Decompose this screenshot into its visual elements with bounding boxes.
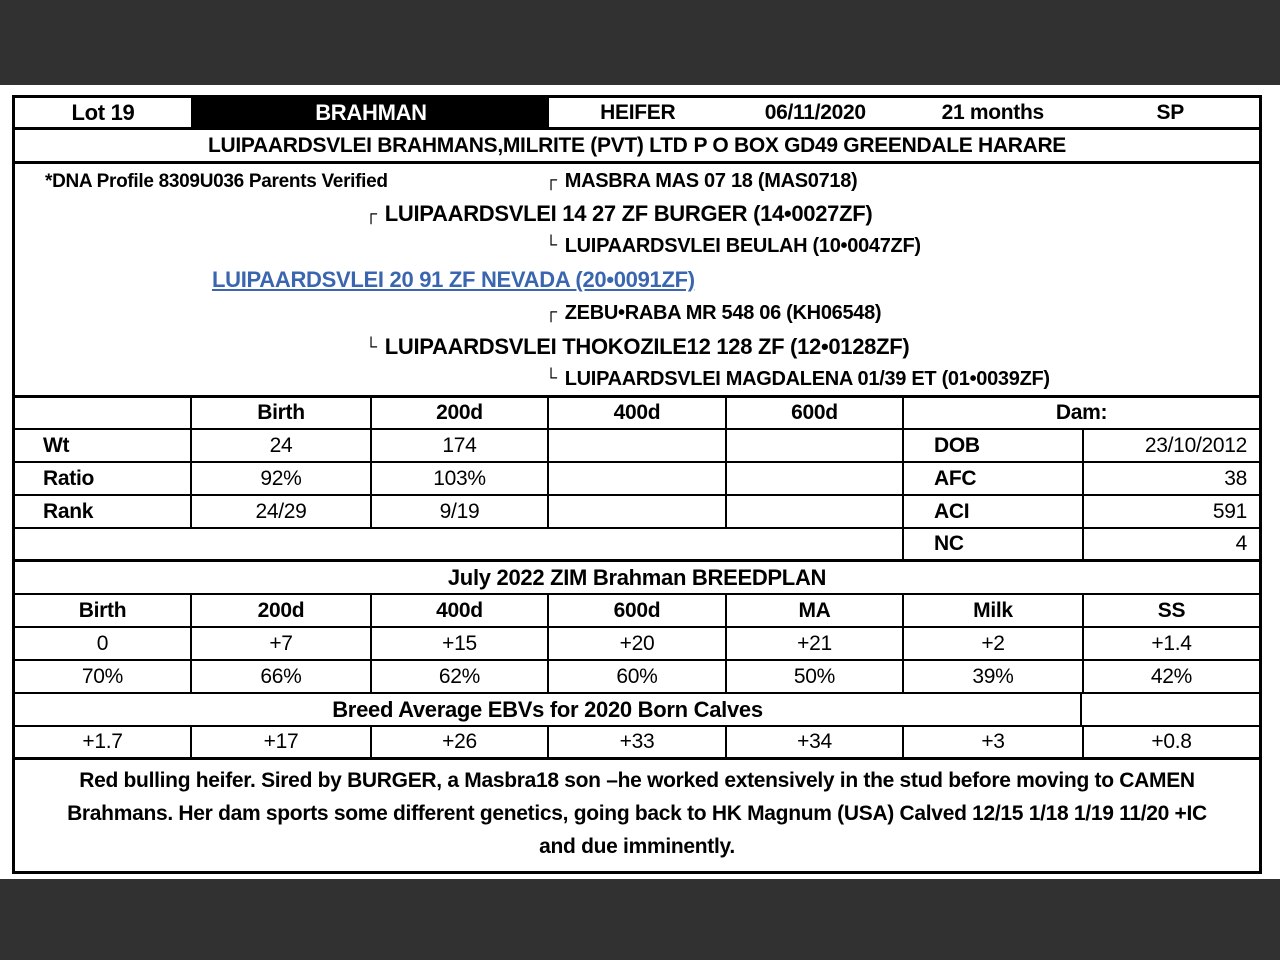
ebv-col-200d: 200d: [190, 595, 370, 626]
dam-sire-line: [545, 302, 881, 325]
wt-400d: [547, 430, 725, 461]
tree-corner-icon: ┌: [545, 170, 557, 189]
table-row-nc: [15, 529, 1259, 562]
ratio-200d: 103%: [370, 463, 547, 494]
ebv-col-ss: SS: [1082, 595, 1259, 626]
ebv-accuracy: 60%: [547, 661, 725, 692]
sire-dam-line: [545, 235, 921, 258]
lot-header-row: [15, 98, 1259, 130]
dam-aci-label: ACI: [902, 496, 1082, 527]
dam-line: [365, 334, 909, 360]
ebv-accuracy: 62%: [370, 661, 547, 692]
ebv-accuracy: 39%: [902, 661, 1082, 692]
wt-600d: [725, 430, 902, 461]
ebv-accuracy: 66%: [190, 661, 370, 692]
ebv-col-birth: Birth: [78, 598, 127, 622]
ebv-accuracy: 50%: [725, 661, 902, 692]
header-details: [549, 98, 1259, 127]
dam-nc-value: 4: [1082, 529, 1259, 559]
top-letterbox-band: [0, 0, 1280, 85]
col-header-600d: 600d: [725, 398, 902, 428]
dna-profile-note: *DNA Profile 8309U036 Parents Verified: [45, 171, 388, 192]
col-header-200d: 200d: [370, 398, 547, 428]
col-header-400d: 400d: [547, 398, 725, 428]
wt-200d: 174: [370, 430, 547, 461]
wt-birth: 24: [190, 430, 370, 461]
breeder-name: LUIPAARDSVLEI BRAHMANS,MILRITE (PVT) LTD: [207, 133, 688, 157]
ebv-accuracy: 70%: [81, 664, 124, 688]
rank-birth: 24/29: [190, 496, 370, 527]
dam-dob-value: 23/10/2012: [1082, 430, 1259, 461]
tree-corner-icon: └: [545, 235, 557, 254]
breeder-row: [15, 130, 1259, 164]
dam-aci-value: 591: [1082, 496, 1259, 527]
breed-average-value: +33: [547, 727, 725, 757]
empty-cell: [1080, 694, 1259, 725]
sire-sire-name: MASBRA MAS 07 18 (MAS0718): [564, 170, 858, 192]
breed-average-values-row: [15, 727, 1259, 760]
corner-cell: [15, 398, 190, 428]
empty-cell: [15, 529, 902, 559]
tree-corner-icon: ┌: [365, 204, 377, 223]
breedplan-header-row: [15, 595, 1259, 628]
sire-line: [365, 201, 872, 227]
breedplan-section: [15, 562, 1259, 760]
ebv-value: +21: [725, 628, 902, 659]
notes-line: and due imminently.: [539, 835, 735, 858]
breed-average-value: +17: [190, 727, 370, 757]
dam-panel-title: Dam:: [902, 398, 1259, 428]
ebv-value: +15: [370, 628, 547, 659]
row-label: Ratio: [43, 466, 95, 490]
ebv-value: +2: [902, 628, 1082, 659]
ebv-accuracy-row: [15, 661, 1259, 694]
ratio-600d: [725, 463, 902, 494]
breed-average-title-row: [15, 694, 1259, 727]
ebv-col-600d: 600d: [547, 595, 725, 626]
breeder-address: P O BOX GD49 GREENDALE HARARE: [693, 133, 1067, 157]
ebv-col-milk: Milk: [902, 595, 1082, 626]
dam-name: LUIPAARDSVLEI THOKOZILE12 128 ZF (12•0128ZF): [384, 334, 910, 359]
dam-nc-label: NC: [902, 529, 1082, 559]
notes-line: Brahmans. Her dam sports some different genetics, going back to HK Magnum (USA) Calved 12/15 1/18 1/19 11/20 +IC: [67, 802, 1207, 825]
bottom-letterbox-band: [0, 879, 1280, 960]
breedplan-title: July 2022 ZIM Brahman BREEDPLAN: [15, 562, 1259, 595]
performance-header-row: [15, 398, 1259, 430]
status-label: SP: [1156, 100, 1184, 124]
lot-number: Lot 19: [15, 98, 193, 127]
dam-afc-label: AFC: [902, 463, 1082, 494]
sire-sire-line: [545, 170, 857, 193]
performance-table: [15, 398, 1259, 562]
row-label: Wt: [43, 433, 70, 457]
breed-banner: BRAHMAN: [193, 98, 549, 127]
table-row-ratio: [15, 463, 1259, 496]
breed-average-value: +1.7: [82, 730, 123, 753]
dam-dob-label: DOB: [902, 430, 1082, 461]
dam-sire-name: ZEBU•RABA MR 548 06 (KH06548): [564, 302, 882, 324]
col-header-birth: Birth: [190, 398, 370, 428]
lot-card: [12, 95, 1262, 874]
rank-600d: [725, 496, 902, 527]
rank-200d: 9/19: [370, 496, 547, 527]
notes-line: Red bulling heifer. Sired by BURGER, a Masbra18 son –he worked extensively in the stud before moving to CAMEN: [79, 769, 1195, 792]
tree-corner-icon: └: [365, 337, 377, 356]
lot-notes: [15, 760, 1259, 871]
birth-date: 06/11/2020: [764, 100, 866, 124]
ratio-400d: [547, 463, 725, 494]
table-row-wt: [15, 430, 1259, 463]
ebv-col-400d: 400d: [370, 595, 547, 626]
ebv-value: 0: [96, 631, 109, 655]
dam-dam-line: [545, 368, 1050, 391]
ratio-birth: 92%: [190, 463, 370, 494]
sex-label: HEIFER: [600, 100, 676, 124]
breed-average-value: +34: [725, 727, 902, 757]
row-label: Rank: [43, 499, 94, 523]
breed-average-value: +0.8: [1082, 727, 1259, 757]
sire-dam-name: LUIPAARDSVLEI BEULAH (10•0047ZF): [564, 235, 921, 257]
dam-dam-name: LUIPAARDSVLEI MAGDALENA 01/39 ET (01•0039ZF): [564, 368, 1050, 390]
animal-name-link[interactable]: LUIPAARDSVLEI 20 91 ZF NEVADA (20•0091ZF): [212, 267, 695, 292]
ebv-value: +20: [547, 628, 725, 659]
tree-corner-icon: └: [545, 368, 557, 387]
breed-average-title: Breed Average EBVs for 2020 Born Calves: [332, 696, 763, 722]
age-label: 21 months: [941, 100, 1044, 124]
sire-name: LUIPAARDSVLEI 14 27 ZF BURGER (14•0027ZF): [384, 201, 873, 226]
breed-average-value: +3: [902, 727, 1082, 757]
ebv-col-ma: MA: [725, 595, 902, 626]
dam-afc-value: 38: [1082, 463, 1259, 494]
ebv-values-row: [15, 628, 1259, 661]
rank-400d: [547, 496, 725, 527]
ebv-value: +1.4: [1082, 628, 1259, 659]
breed-average-value: +26: [370, 727, 547, 757]
tree-corner-icon: ┌: [545, 302, 557, 321]
ebv-accuracy: 42%: [1082, 661, 1259, 692]
table-row-rank: [15, 496, 1259, 529]
ebv-value: +7: [190, 628, 370, 659]
pedigree-panel: [15, 164, 1259, 398]
